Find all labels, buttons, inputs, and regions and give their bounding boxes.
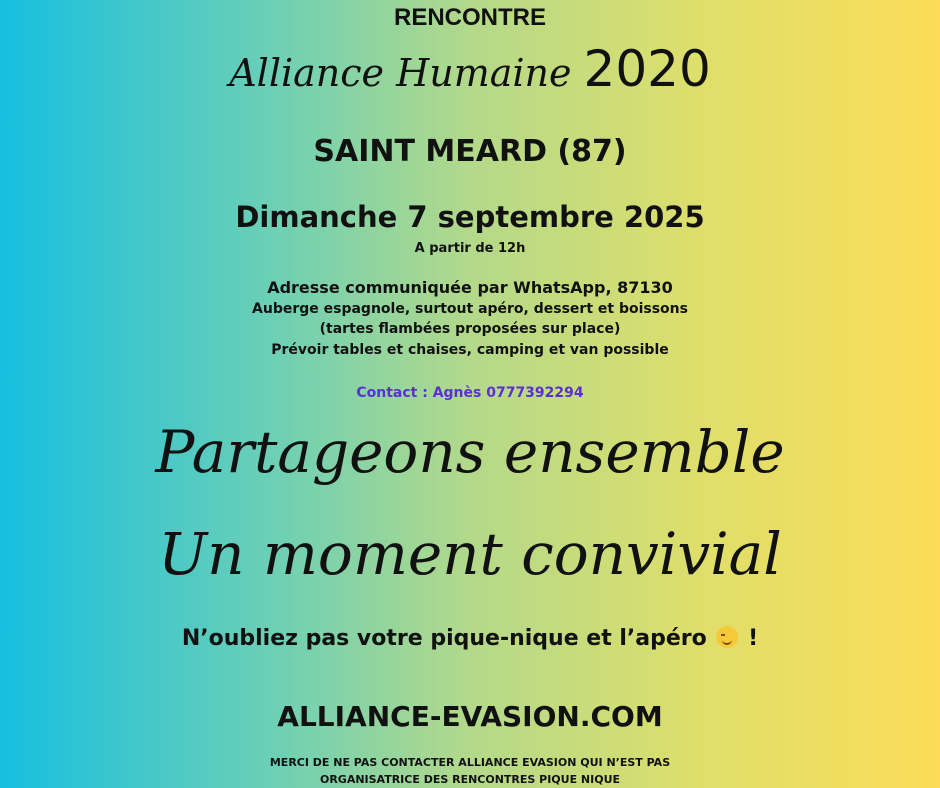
disclaimer-line: MERCI DE NE PAS CONTACTER ALLIANCE EVASION QUI N’EST PAS	[269, 756, 671, 769]
winking-face-icon	[716, 626, 738, 648]
title-year: 2020	[583, 40, 711, 98]
event-time: A partir de 12h	[414, 241, 526, 256]
slogan-line-1: Partageons ensemble	[155, 418, 785, 486]
address-line: Adresse communiquée par WhatsApp, 87130	[267, 278, 673, 297]
event-location: SAINT MEARD (87)	[313, 134, 627, 169]
detail-line: Prévoir tables et chaises, camping et van possible	[271, 342, 669, 358]
disclaimer-line: ORGANISATRICE DES RENCONTRES PIQUE NIQUE	[319, 773, 621, 786]
title-script: Alliance Humaine	[229, 51, 572, 95]
contact-info: Contact : Agnès 0777392294	[356, 385, 584, 401]
detail-line: Auberge espagnole, surtout apéro, dessert et boissons	[252, 301, 688, 317]
reminder-text: N’oubliez pas votre pique-nique et l’apéro	[181, 626, 707, 651]
reminder-suffix: !	[748, 626, 759, 651]
slogan-line-2: Un moment convivial	[158, 520, 782, 588]
event-title	[0, 40, 940, 98]
event-kicker: RENCONTRE	[393, 4, 546, 31]
reminder	[0, 626, 940, 651]
detail-line: (tartes flambées proposées sur place)	[319, 321, 621, 337]
website-link[interactable]: ALLIANCE-EVASION.COM	[277, 700, 663, 733]
event-date: Dimanche 7 septembre 2025	[235, 200, 705, 234]
